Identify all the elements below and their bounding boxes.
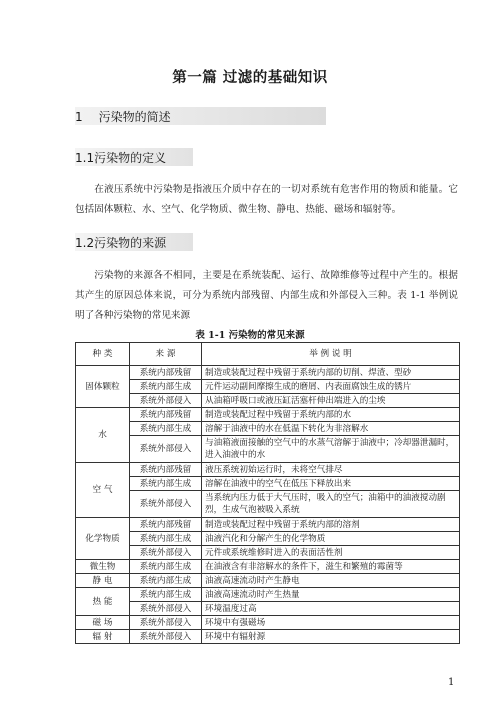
source-cell: 系统内部生成 [130, 588, 202, 602]
source-cell: 系统外部侵入 [130, 630, 202, 644]
example-cell: 元件运动副间摩擦生成的磨屑、内表面腐蚀生成的锈片 [202, 380, 460, 394]
table-row [76, 546, 460, 560]
example-cell: 溶解在油液中的空气在低压下释放出来 [202, 477, 460, 491]
table-row [76, 422, 460, 436]
page-number: 1 [448, 677, 455, 688]
category-cell: 微生物 [76, 560, 130, 574]
category-cell: 水 [76, 408, 130, 463]
source-cell: 系统外部侵入 [130, 491, 202, 518]
table-row [76, 588, 460, 602]
table-row [76, 436, 460, 463]
header-category: 种 类 [76, 343, 130, 366]
table-row [76, 463, 460, 477]
category-cell: 磁 场 [76, 616, 130, 630]
source-cell: 系统外部侵入 [130, 602, 202, 616]
category-cell: 静 电 [76, 574, 130, 588]
example-cell: 从油箱呼吸口或液压缸活塞杆伸出端进入的尘埃 [202, 394, 460, 408]
section-heading [75, 108, 171, 125]
source-cell: 系统外部侵入 [130, 546, 202, 560]
table-row [76, 380, 460, 394]
example-cell: 制造或装配过程中残留于系统内部的切削、焊渣、型砂 [202, 366, 460, 380]
subsection-1-number: 1.1 [75, 151, 95, 165]
category-cell: 辐 射 [76, 630, 130, 644]
example-cell: 油液高速流动时产生热量 [202, 588, 460, 602]
table-row [76, 574, 460, 588]
example-cell: 环境中有辐射源 [202, 630, 460, 644]
table-row [76, 408, 460, 422]
header-example: 举 例 说 明 [202, 343, 460, 366]
source-cell: 系统内部生成 [130, 477, 202, 491]
category-cell: 热 能 [76, 588, 130, 616]
category-cell: 空 气 [76, 463, 130, 518]
page-title: 第一篇 过滤的基础知识 [172, 69, 328, 86]
source-cell: 系统内部生成 [130, 532, 202, 546]
table-row [76, 491, 460, 518]
example-cell: 制造或装配过程中残留于系统内部的水 [202, 408, 460, 422]
table-row [76, 630, 460, 644]
example-cell: 在油液含有非溶解水的条件下，滋生和繁殖的霉菌等 [202, 560, 460, 574]
source-cell: 系统内部残留 [130, 463, 202, 477]
subsection-1-heading [75, 149, 166, 166]
source-cell: 系统内部生成 [130, 574, 202, 588]
source-cell: 系统外部侵入 [130, 436, 202, 463]
table-row [76, 477, 460, 491]
source-cell: 系统内部残留 [130, 366, 202, 380]
table-caption: 表 1-1 污染物的常见来源 [195, 330, 305, 341]
definition-paragraph: 在液压系统中污染物是指液压介质中存在的一切对系统有危害作用的物质和能量。它包括固体颗粒、水、空气、化学物质、微生物、静电、热能、磁场和辐射等。 [75, 184, 458, 215]
table-row [76, 394, 460, 408]
source-cell: 系统外部侵入 [130, 394, 202, 408]
example-cell: 油液高速流动时产生静电 [202, 574, 460, 588]
section-number: 1 [75, 110, 83, 124]
source-cell: 系统外部侵入 [130, 616, 202, 630]
example-cell: 当系统内压力低于大气压时，吸入的空气；油箱中的油液搅动剧烈，生成气泡被吸入系统 [202, 491, 460, 518]
section-title: 污染物的简述 [98, 110, 171, 124]
category-cell: 固体颗粒 [76, 366, 130, 408]
source-cell: 系统内部生成 [130, 422, 202, 436]
example-cell: 与油箱液面接触的空气中的水蒸气溶解于油液中；冷却器泄漏时，进入油液中的水 [202, 436, 460, 463]
source-cell: 系统内部生成 [130, 380, 202, 394]
table-row [76, 532, 460, 546]
table-row [76, 560, 460, 574]
subsection-2-title: 污染物的来源 [94, 236, 167, 250]
table-row [76, 518, 460, 532]
source-cell: 系统内部残留 [130, 518, 202, 532]
table-row [76, 366, 460, 380]
table-row [76, 602, 460, 616]
subsection-2-number: 1.2 [75, 236, 95, 250]
example-cell: 液压系统初始运行时，未将空气排尽 [202, 463, 460, 477]
header-source: 来 源 [130, 343, 202, 366]
example-cell: 环境温度过高 [202, 602, 460, 616]
example-cell: 环境中有强磁场 [202, 616, 460, 630]
source-cell: 系统内部生成 [130, 560, 202, 574]
subsection-1-title: 污染物的定义 [94, 151, 167, 165]
table-header-row [76, 343, 460, 366]
pollutant-sources-table [75, 342, 460, 644]
example-cell: 油液汽化和分解产生的化学物质 [202, 532, 460, 546]
source-paragraph: 污染物的来源各不相同，主要是在系统装配、运行、故障维修等过程中产生的。根据其产生的原因总体来说，可分为系统内部残留、内部生成和外部侵入三种。表 1-1 举例说明了各种污染物的常见来源 [75, 270, 458, 321]
example-cell: 制造或装配过程中残留于系统内部的溶剂 [202, 518, 460, 532]
category-cell: 化学物质 [76, 518, 130, 560]
example-cell: 元件或系统维修时进入的表面活性剂 [202, 546, 460, 560]
table-row [76, 616, 460, 630]
subsection-2-heading [75, 234, 166, 251]
source-cell: 系统内部残留 [130, 408, 202, 422]
example-cell: 溶解于油液中的水在低温下转化为非溶解水 [202, 422, 460, 436]
